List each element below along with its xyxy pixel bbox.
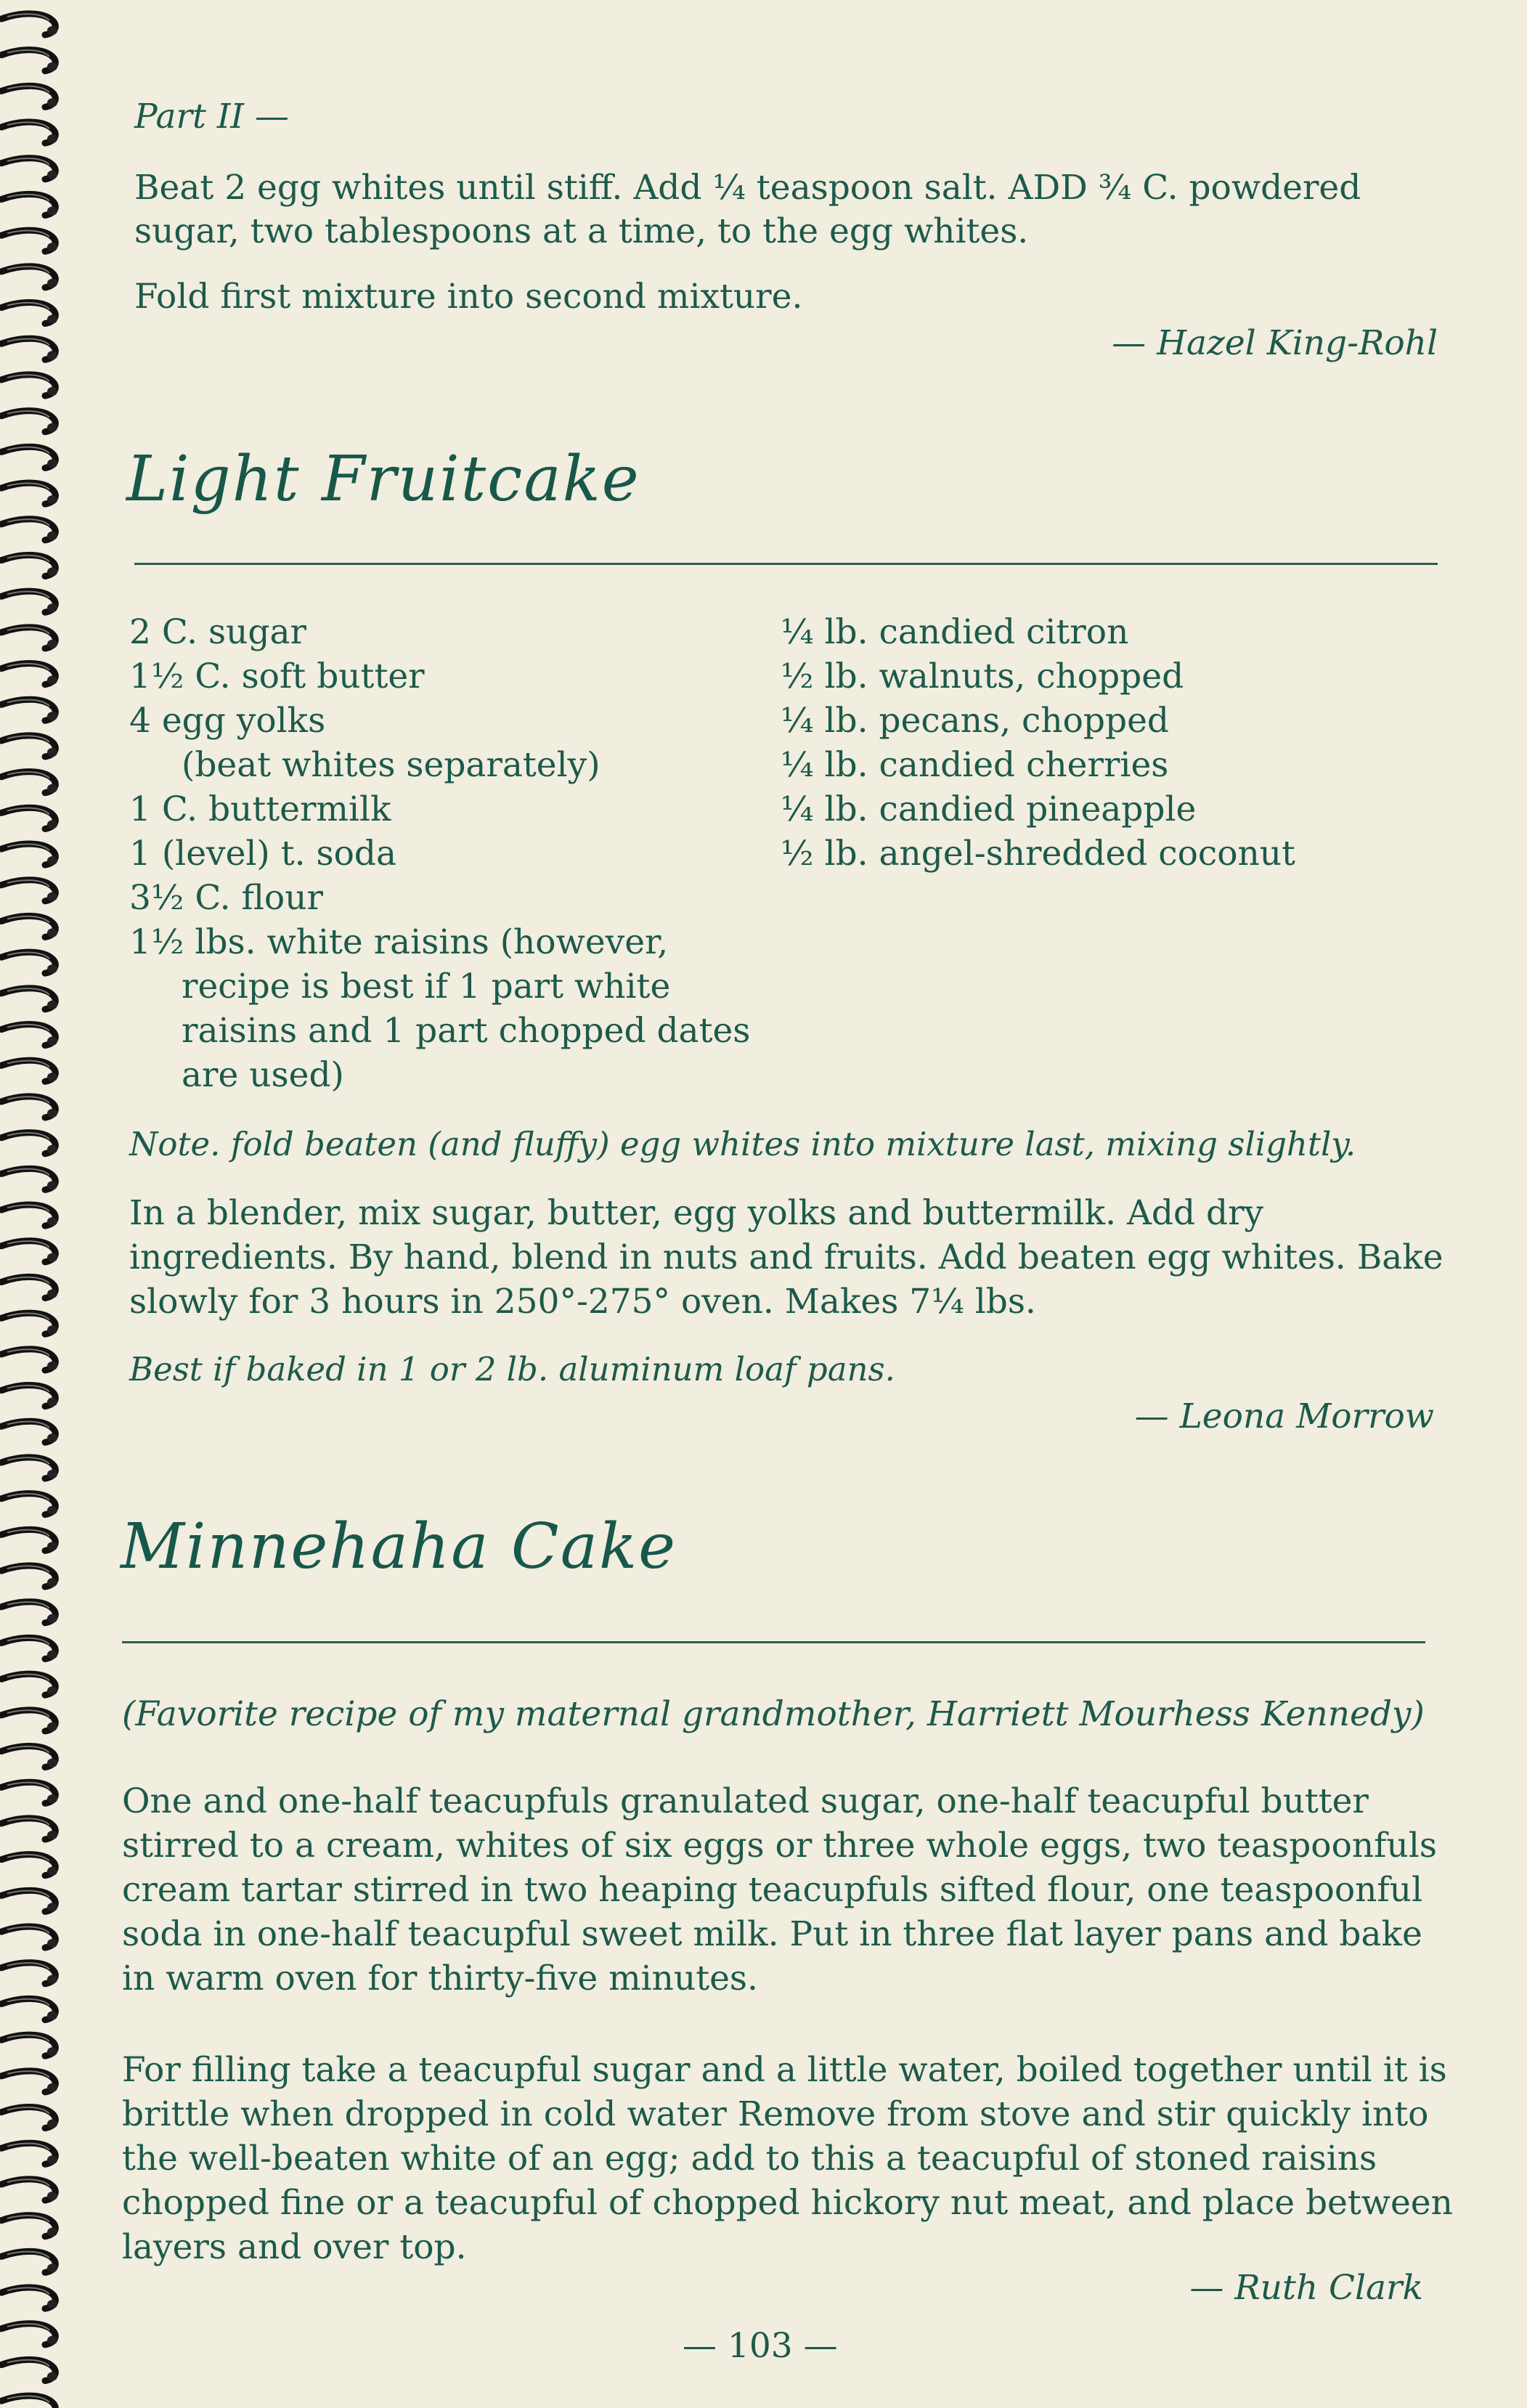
ingredient: ¼ lb. pecans, chopped (781, 701, 1169, 741)
spiral-ring (1, 808, 57, 829)
spiral-ring (1, 627, 57, 648)
spiral-ring (1, 1277, 57, 1298)
spiral-ring (1, 483, 57, 504)
ingredient: ½ lb. walnuts, chopped (781, 656, 1184, 696)
ingredient: 3½ C. flour (129, 878, 323, 918)
spiral-ring (1, 2287, 57, 2309)
part-ii-line-1: Beat 2 egg whites until stiff. Add ¼ teaspoon salt. ADD ¾ C. powdered (134, 168, 1361, 208)
ingredient: 1 (level) t. soda (129, 834, 396, 874)
paragraph-line: the well-beaten white of an egg; add to this a teacupful of stoned raisins (122, 2139, 1377, 2179)
ingredient: are used) (182, 1055, 344, 1095)
ingredient: 4 egg yolks (129, 701, 326, 741)
spiral-ring (1, 1529, 57, 1550)
spiral-binding (0, 0, 80, 2408)
instruction-line: In a blender, mix sugar, butter, egg yolks and buttermilk. Add dry (129, 1193, 1264, 1233)
spiral-ring (1, 1927, 57, 1948)
fruitcake-note: Note. fold beaten (and fluffy) egg whites into mixture last, mixing slightly. (129, 1125, 1356, 1163)
spiral-ring (1, 2071, 57, 2092)
ingredient: 1½ C. soft butter (129, 656, 425, 696)
ingredient: (beat whites separately) (182, 745, 600, 785)
spiral-ring (1, 86, 57, 107)
ingredient: 1½ lbs. white raisins (however, (129, 922, 669, 962)
ingredient: 2 C. sugar (129, 612, 306, 652)
spiral-ring (1, 1205, 57, 1226)
spiral-ring (1, 1097, 57, 1118)
spiral-ring (1, 1855, 57, 1876)
spiral-ring (1, 447, 57, 468)
spiral-ring (1, 1133, 57, 1154)
spiral-ring (1, 194, 57, 215)
ingredient: recipe is best if 1 part white (182, 967, 671, 1006)
paragraph-line: soda in one-half teacupful sweet milk. Put in three flat layer pans and bake (122, 1914, 1422, 1954)
spiral-ring (1, 844, 57, 865)
spiral-ring (1, 736, 57, 757)
spiral-ring (1, 1386, 57, 1407)
ingredient: ¼ lb. candied cherries (781, 745, 1169, 785)
spiral-ring (1, 14, 57, 35)
fruitcake-ingredients-left (129, 610, 750, 1097)
spiral-ring (1, 1818, 57, 1839)
spiral-ring (1, 1457, 57, 1478)
spiral-ring (1, 1168, 57, 1189)
instruction-line: slowly for 3 hours in 250°-275° oven. Makes 7¼ lbs. (129, 1282, 1036, 1322)
minnehaha-paragraph-1 (122, 1779, 1437, 2001)
fruitcake-tip: Best if baked in 1 or 2 lb. aluminum loaf pans. (129, 1350, 895, 1388)
spiral-ring (1, 916, 57, 937)
paragraph-line: brittle when dropped in cold water Remove from stove and stir quickly into (122, 2094, 1429, 2134)
page-number: — 103 — (683, 2326, 838, 2366)
fruitcake-ingredients-right (781, 610, 1295, 876)
part-ii-line-2: sugar, two tablespoons at a time, to the egg whites. (134, 211, 1029, 251)
spiral-ring (1, 2035, 57, 2056)
spiral-ring (1, 1602, 57, 1623)
spiral-ring (1, 1241, 57, 1262)
spiral-ring (1, 158, 57, 179)
ingredient: ½ lb. angel-shredded coconut (781, 834, 1295, 874)
instruction-line: ingredients. By hand, blend in nuts and fruits. Add beaten egg whites. Bake (129, 1237, 1443, 1277)
paragraph-line: in warm oven for thirty-five minutes. (122, 1958, 758, 1998)
spiral-ring (1, 1674, 57, 1695)
spiral-ring (1, 664, 57, 685)
spiral-ring (1, 122, 57, 143)
spiral-ring (1, 1746, 57, 1768)
spiral-ring (1, 303, 57, 324)
spiral-ring (1, 519, 57, 540)
spiral-ring (1, 2143, 57, 2164)
spiral-ring (1, 1638, 57, 1659)
ingredient: ¼ lb. candied citron (781, 612, 1129, 652)
spiral-ring (1, 1782, 57, 1803)
paragraph-line: For filling take a teacupful sugar and a little water, boiled together until it is (122, 2050, 1447, 2090)
spiral-ring (1, 988, 57, 1009)
ingredient: 1 C. buttermilk (129, 789, 391, 829)
spiral-ring (1, 1494, 57, 1515)
ingredient: raisins and 1 part chopped dates (182, 1011, 751, 1051)
minnehaha-title: Minnehaha Cake (121, 1510, 677, 1583)
minnehaha-paragraph-2 (122, 2048, 1453, 2269)
part-ii-author: — Hazel King-Rohl (1112, 323, 1438, 363)
fruitcake-title: Light Fruitcake (126, 443, 640, 516)
spiral-ring (1, 952, 57, 973)
spiral-ring (1, 1421, 57, 1442)
minnehaha-author: — Ruth Clark (1189, 2268, 1423, 2308)
spiral-ring (1, 375, 57, 396)
spiral-ring (1, 555, 57, 576)
spiral-ring (1, 772, 57, 793)
spiral-ring (1, 230, 57, 251)
ingredient: ¼ lb. candied pineapple (781, 789, 1197, 829)
spiral-ring (1, 1313, 57, 1334)
recipe-page (116, 87, 1453, 2375)
spiral-ring (1, 1566, 57, 1587)
spiral-ring (1, 1060, 57, 1081)
part-ii-line-3: Fold first mixture into second mixture. (134, 277, 803, 317)
spiral-ring (1, 1025, 57, 1046)
spiral-ring (1, 2216, 57, 2237)
paragraph-line: stirred to a cream, whites of six eggs or three whole eggs, two teaspoonfuls (122, 1826, 1437, 1866)
minnehaha-subtitle: (Favorite recipe of my maternal grandmother, Harriett Mourhess Kennedy) (122, 1694, 1425, 1734)
fruitcake-author: — Leona Morrow (1134, 1396, 1434, 1436)
spiral-ring (1, 2251, 57, 2272)
spiral-ring (1, 2324, 57, 2345)
spiral-ring (1, 338, 57, 359)
spiral-ring (1, 267, 57, 288)
fruitcake-title-rule (134, 563, 1438, 565)
spiral-ring (1, 2179, 57, 2200)
spiral-ring (1, 699, 57, 720)
spiral-ring (1, 1890, 57, 1911)
spiral-ring (1, 2396, 57, 2408)
paragraph-line: layers and over top. (122, 2227, 467, 2267)
paragraph-line: chopped fine or a teacupful of chopped hickory nut meat, and place between (122, 2183, 1453, 2223)
spiral-ring (1, 591, 57, 612)
spiral-ring (1, 411, 57, 432)
spiral-ring (1, 1710, 57, 1731)
part-ii-heading: Part II — (134, 97, 289, 137)
spiral-ring (1, 50, 57, 71)
paragraph-line: One and one-half teacupfuls granulated sugar, one-half teacupful butter (122, 1781, 1369, 1821)
spiral-ring (1, 1349, 57, 1370)
spiral-ring (1, 1998, 57, 2019)
fruitcake-instructions (129, 1191, 1443, 1324)
spiral-ring (1, 1963, 57, 1984)
minnehaha-title-rule (122, 1641, 1425, 1643)
paragraph-line: cream tartar stirred in two heaping teacupfuls sifted flour, one teaspoonful (122, 1870, 1423, 1910)
spiral-ring (1, 2359, 57, 2380)
spiral-ring (1, 880, 57, 901)
spiral-ring (1, 2107, 57, 2128)
